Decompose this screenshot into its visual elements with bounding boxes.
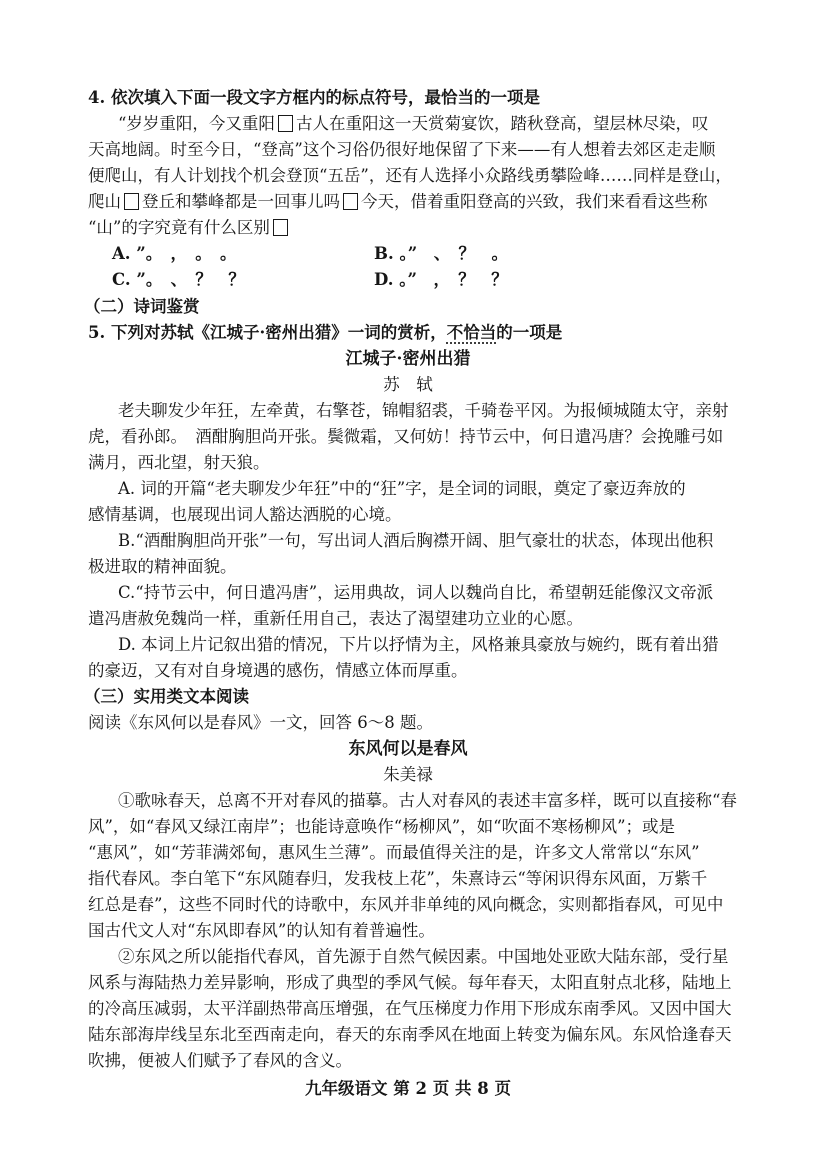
q5-option-a-line-1: A. 词的开篇“老夫聊发少年狂”中的“狂”字，是全词的词眼，奠定了豪迈奔放的 [118,479,686,498]
q4-text: 爬山 [88,192,121,211]
q5-option-d-line-1: D. 本词上片记叙出猎的情况，下片以抒情为主，风格兼具豪放与婉约，既有着出猎 [118,635,719,654]
q4-option-c [112,269,245,291]
blank-box-1 [278,115,293,132]
option-marks: ”。 ， 。 。 [136,244,237,263]
q5-option-c-line-2: 遣冯唐赦免魏尚一样，重新任用自己，表达了渴望建功立业的心愿。 [88,609,583,628]
paragraph-1-line-6: 国古代文人对“东风即春风”的认知有着普遍性。 [88,921,435,940]
q5-option-d-line-2: 的豪迈，又有对自身境遇的感伤，情感立体而厚重。 [88,661,468,680]
q4-text: 登丘和攀峰都是一回事儿吗 [142,192,340,211]
q4-text: 今天，借着重阳登高的兴致，我们来看看这些称 [361,192,708,211]
poem-title: 江城子·密州出猎 [345,349,471,369]
paragraph-1-line-1: ①歌咏春天，总离不开对春风的描摹。古人对春风的表述丰富多样，既可以直接称“春 [118,791,737,810]
q4-passage-line-2: 天高地阔。时至今日，“登高”这个习俗仍很好地保留了下来——有人想着去郊区走走顺 [88,140,716,159]
poem-line-1: 老夫聊发少年狂，左牵黄，右擎苍，锦帽貂裘，千骑卷平冈。为报倾城随太守，亲射 [118,401,729,420]
q4-option-b [374,243,508,265]
poem-line-3: 满月，西北望，射天狼。 [88,453,270,472]
q4-passage-line-4 [88,191,708,213]
q5-emphasis: 不恰当 [446,323,497,342]
section-3-heading: （三）实用类文本阅读 [84,687,249,706]
q5-option-a-line-2: 感情基调，也展现出词人豁达洒脱的心境。 [88,505,402,524]
blank-box-4 [273,219,288,236]
q4-question: 4. 依次填入下面一段文字方框内的标点符号，最恰当的一项是 [88,88,540,107]
q4-option-d [374,269,508,291]
section-3-intro: 阅读《东风何以是春风》一文，回答 6～8 题。 [88,713,433,732]
option-label: A. [112,244,131,263]
option-marks: ”。 、 ？ ？ [136,270,245,289]
paragraph-2-line-2: 风系与海陆热力差异影响，形成了典型的季风气候。每年春天，太阳直射点北移，陆地上 [88,973,732,992]
section-2-heading: （二）诗词鉴赏 [84,297,200,316]
article-author: 朱美禄 [383,765,433,784]
q4-option-a [112,243,237,265]
q5-question [88,322,562,344]
paragraph-2-line-3: 的冷高压减弱，太平洋副热带高压增强，在气压梯度力作用下形成东南季风。又因中国大 [88,999,732,1018]
q4-passage-line-1 [118,113,708,135]
paragraph-2-line-1: ②东风之所以能指代春风，首先源于自然气候因素。中国地处亚欧大陆东部，受行星 [118,947,729,966]
q4-passage-line-5 [88,217,291,239]
q5-option-b-line-1: B.“酒酣胸胆尚开张”一句，写出词人酒后胸襟开阔、胆气豪壮的状态，体现出他积 [118,531,714,550]
q5-text: 5. 下列对苏轼《江城子·密州出猎》一词的赏析， [88,323,447,342]
paragraph-2-line-4: 陆东部海岸线呈东北至西南走向，春天的东南季风在地面上转变为偏东风。东风恰逢春天 [88,1025,732,1044]
q4-text: “山”的字究竟有什么区别 [88,218,270,237]
q4-text: 古人在重阳这一天赏菊宴饮，踏秋登高，望层林尽染，叹 [295,114,709,133]
paragraph-1-line-2: 风”，如“春风又绿江南岸”；也能诗意唤作“杨柳风”，如“吹面不寒杨柳风”；或是 [88,817,676,836]
paragraph-2-line-5: 吹拂，便被人们赋予了春风的含义。 [88,1051,352,1070]
article-title: 东风何以是春风 [348,739,468,759]
option-label: C. [112,270,131,289]
q5-option-b-line-2: 极进取的精神面貌。 [88,557,237,576]
paragraph-1-line-3: “惠风”，如“芳菲满郊甸，惠风生兰薄”。而最值得关注的是，许多文人常常以“东风” [88,843,700,862]
blank-box-2 [124,193,139,210]
q5-text: 的一项是 [496,323,563,342]
q4-text: “岁岁重阳，今又重阳 [118,114,275,133]
option-label: B. [374,244,394,263]
option-label: D. [374,270,394,289]
blank-box-3 [343,193,358,210]
poem-author: 苏 轼 [383,375,433,394]
q5-option-c-line-1: C.“持节云中，何日遣冯唐”，运用典故，词人以魏尚自比，希望朝廷能像汉文帝派 [118,583,714,602]
paragraph-1-line-4: 指代春风。李白笔下“东风随春归，发我枝上花”，朱熹诗云“等闲识得东风面，万紫千 [88,869,708,888]
option-marks: 。” 、 ？ 。 [399,244,508,263]
paragraph-1-line-5: 红总是春”，这些不同时代的诗歌中，东风并非单纯的风向概念，实则都指春风，可见中 [88,895,724,914]
poem-line-2: 虎，看孙郎。 酒酣胸胆尚开张。鬓微霜，又何妨！持节云中，何日遣冯唐？会挽雕弓如 [88,427,724,446]
option-marks: 。” ， ？ ？ [399,270,508,289]
page-footer: 九年级语文 第 2 页 共 8 页 [305,1079,511,1098]
q4-passage-line-3: 便爬山，有人计划找个机会登顶“五岳”，还有人选择小众路线勇攀险峰……同样是登山， [88,166,732,185]
